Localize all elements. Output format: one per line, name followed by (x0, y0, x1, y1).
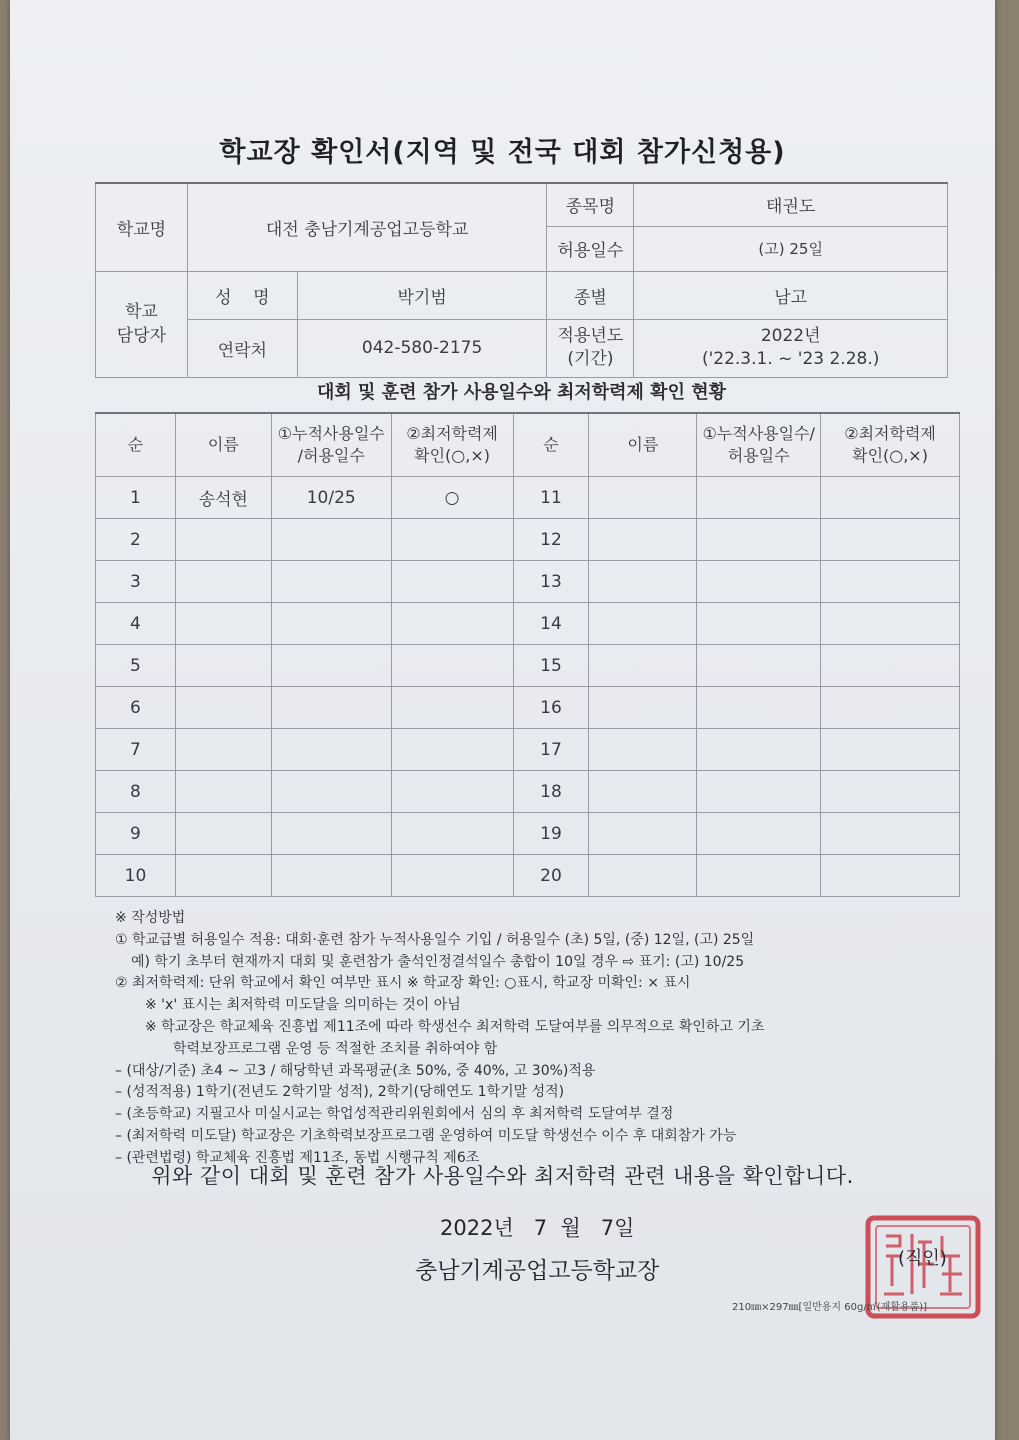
table-row (96, 771, 960, 813)
header-academic-left: ②최저학력제 확인(○,×) (391, 413, 513, 477)
period-value: ('22.3.1. ~ '23 2.28.) (701, 349, 880, 369)
roster-cell-days (697, 687, 821, 729)
roster-cell-name: 송석현 (175, 477, 271, 519)
roster-cell-name (589, 855, 697, 897)
roster-cell-days (271, 519, 391, 561)
roster-cell-no: 16 (513, 687, 589, 729)
note-line: – (대상/기준) 초4 ~ 고3 / 해당학년 과목평균(초 50%, 중 40%, 고 30%)적용 (115, 1062, 596, 1079)
roster-cell-no: 19 (513, 813, 589, 855)
note-line: 학력보장프로그램 운영 등 적절한 조치를 취하여야 함 (173, 1040, 498, 1057)
roster-cell-academic (821, 603, 960, 645)
school-value: 대전 충남기계공업고등학교 (187, 183, 547, 271)
roster-cell-days (697, 813, 821, 855)
roster-cell-name (589, 729, 697, 771)
roster-cell-days (271, 729, 391, 771)
roster-cell-days (271, 645, 391, 687)
roster-cell-days (697, 603, 821, 645)
table-row (96, 813, 960, 855)
manager-label: 학교 담당자 (96, 271, 188, 377)
roster-cell-name (175, 855, 271, 897)
roster-cell-name (589, 519, 697, 561)
roster-cell-days (271, 687, 391, 729)
roster-cell-name (589, 813, 697, 855)
instructions (115, 908, 975, 1170)
roster-cell-name (589, 561, 697, 603)
roster-cell-days (271, 603, 391, 645)
roster-cell-academic (391, 519, 513, 561)
note-line: – (관련법령) 학교체육 진흥법 제11조, 동법 시행규칙 제6조 (115, 1149, 480, 1166)
roster-cell-academic (391, 561, 513, 603)
name-label: 성 명 (187, 271, 297, 319)
roster-cell-academic (821, 855, 960, 897)
contact-value: 042-580-2175 (297, 319, 547, 377)
roster-cell-name (175, 561, 271, 603)
category-value: 남고 (634, 271, 948, 319)
year-label: 적용년도 (기간) (547, 319, 634, 377)
roster-cell-days (271, 771, 391, 813)
table-row (96, 855, 960, 897)
roster-cell-no: 11 (513, 477, 589, 519)
roster-cell-no: 6 (96, 687, 176, 729)
roster-cell-days (697, 519, 821, 561)
document-page (10, 0, 995, 1440)
table-row (96, 645, 960, 687)
roster-cell-academic (821, 729, 960, 771)
table-row (96, 687, 960, 729)
table-row (96, 519, 960, 561)
roster-cell-academic (391, 687, 513, 729)
note-line: ※ 학교장은 학교체육 진흥법 제11조에 따라 학생선수 최저학력 도달여부를 의무적으로 확인하고 기초 (145, 1018, 765, 1035)
roster-cell-days (697, 645, 821, 687)
roster-cell-no: 17 (513, 729, 589, 771)
roster-cell-days: 10/25 (271, 477, 391, 519)
sport-label: 종목명 (547, 183, 634, 226)
roster-cell-name (589, 771, 697, 813)
roster-cell-days (697, 561, 821, 603)
roster-cell-no: 1 (96, 477, 176, 519)
roster-cell-days (697, 729, 821, 771)
roster-cell-name (175, 519, 271, 561)
contact-label: 연락처 (187, 319, 297, 377)
roster-cell-days (697, 855, 821, 897)
roster-cell-name (175, 771, 271, 813)
confirm-statement: 위와 같이 대회 및 훈련 참가 사용일수와 최저학력 관련 내용을 확인합니다. (151, 1164, 854, 1188)
header-name-right: 이름 (589, 413, 697, 477)
table-row (96, 729, 960, 771)
roster-cell-academic (391, 645, 513, 687)
roster-cell-days (271, 813, 391, 855)
roster-cell-days (697, 477, 821, 519)
header-days-left: ①누적사용일수 /허용일수 (271, 413, 391, 477)
roster-cell-no: 18 (513, 771, 589, 813)
header-days-right: ①누적사용일수/ 허용일수 (697, 413, 821, 477)
roster-cell-days (697, 771, 821, 813)
roster-cell-name (589, 477, 697, 519)
info-table (95, 182, 948, 378)
roster-cell-name (175, 645, 271, 687)
roster-cell-academic (821, 645, 960, 687)
year-cell (634, 319, 948, 377)
roster-cell-academic (821, 687, 960, 729)
name-value: 박기범 (297, 271, 547, 319)
roster-cell-no: 12 (513, 519, 589, 561)
principal-name: 충남기계공업고등학교장 (415, 1258, 660, 1284)
header-no-left: 순 (96, 413, 176, 477)
roster-cell-no: 5 (96, 645, 176, 687)
category-label: 종별 (547, 271, 634, 319)
roster-cell-name (175, 603, 271, 645)
roster-cell-academic (821, 519, 960, 561)
sport-value: 태권도 (634, 183, 948, 226)
roster-cell-no: 4 (96, 603, 176, 645)
note-line: ② 최저학력제: 단위 학교에서 확인 여부만 표시 ※ 학교장 확인: ○표시, 학교장 미확인: × 표시 (115, 975, 691, 992)
header-academic-right: ②최저학력제 확인(○,×) (821, 413, 960, 477)
note-line: ① 학교급별 허용일수 적용: 대회·훈련 참가 누적사용일수 기입 / 허용일수 (초) 5일, (중) 12일, (고) 25일 (115, 931, 755, 948)
roster-cell-academic (821, 477, 960, 519)
roster-cell-name (175, 813, 271, 855)
roster-cell-academic (391, 729, 513, 771)
roster-cell-name (589, 645, 697, 687)
roster-body (96, 477, 960, 897)
note-line: ※ 'x' 표시는 최저학력 미도달을 의미하는 것이 아님 (145, 997, 461, 1014)
roster-cell-academic (821, 771, 960, 813)
roster-cell-no: 15 (513, 645, 589, 687)
header-no-right: 순 (513, 413, 589, 477)
roster-cell-name (175, 687, 271, 729)
roster-cell-no: 3 (96, 561, 176, 603)
roster-cell-name (175, 729, 271, 771)
roster-table (95, 412, 960, 897)
roster-cell-no: 20 (513, 855, 589, 897)
roster-cell-days (271, 561, 391, 603)
roster-cell-academic (391, 603, 513, 645)
roster-cell-no: 8 (96, 771, 176, 813)
roster-cell-no: 10 (96, 855, 176, 897)
roster-cell-no: 2 (96, 519, 176, 561)
roster-cell-academic (821, 813, 960, 855)
roster-cell-no: 13 (513, 561, 589, 603)
note-line: 예) 학기 초부터 현재까지 대회 및 훈련참가 출석인정결석일수 총합이 10일 경우 ⇨ 표기: (고) 10/25 (131, 953, 745, 970)
roster-cell-academic (821, 561, 960, 603)
roster-cell-no: 7 (96, 729, 176, 771)
roster-cell-academic (391, 771, 513, 813)
roster-cell-name (589, 603, 697, 645)
document-title: 학교장 확인서(지역 및 전국 대회 참가신청용) (219, 137, 786, 168)
table-row (96, 561, 960, 603)
table-row (96, 603, 960, 645)
paper-spec: 210㎜×297㎜[일반용지 60g/㎡(재활용품)] (732, 1302, 928, 1313)
table-row (96, 477, 960, 519)
roster-cell-no: 9 (96, 813, 176, 855)
roster-cell-academic: ○ (391, 477, 513, 519)
allowed-days-label: 허용일수 (547, 226, 634, 271)
roster-cell-days (271, 855, 391, 897)
school-label: 학교명 (96, 183, 188, 271)
note-line: – (성적적용) 1학기(전년도 2학기말 성적), 2학기(당해연도 1학기말 성적) (115, 1084, 565, 1101)
allowed-days-value: (고) 25일 (634, 226, 948, 271)
roster-cell-academic (391, 813, 513, 855)
issue-date: 2022년 7 월 7일 (440, 1216, 635, 1240)
roster-title: 대회 및 훈련 참가 사용일수와 최저학력제 확인 현황 (316, 382, 726, 403)
roster-cell-academic (391, 855, 513, 897)
roster-cell-no: 14 (513, 603, 589, 645)
header-name-left: 이름 (175, 413, 271, 477)
seal-label: (직인) (898, 1248, 947, 1269)
note-line: – (초등학교) 지필고사 미실시교는 학업성적관리위원회에서 심의 후 최저학력 도달여부 결정 (115, 1106, 674, 1123)
note-line: – (최저학력 미도달) 학교장은 기초학력보장프로그램 운영하여 미도달 학생선수 이수 후 대회참가 가능 (115, 1127, 737, 1144)
year-value: 2022년 (760, 326, 821, 346)
roster-cell-name (589, 687, 697, 729)
note-heading: ※ 작성방법 (115, 910, 186, 926)
